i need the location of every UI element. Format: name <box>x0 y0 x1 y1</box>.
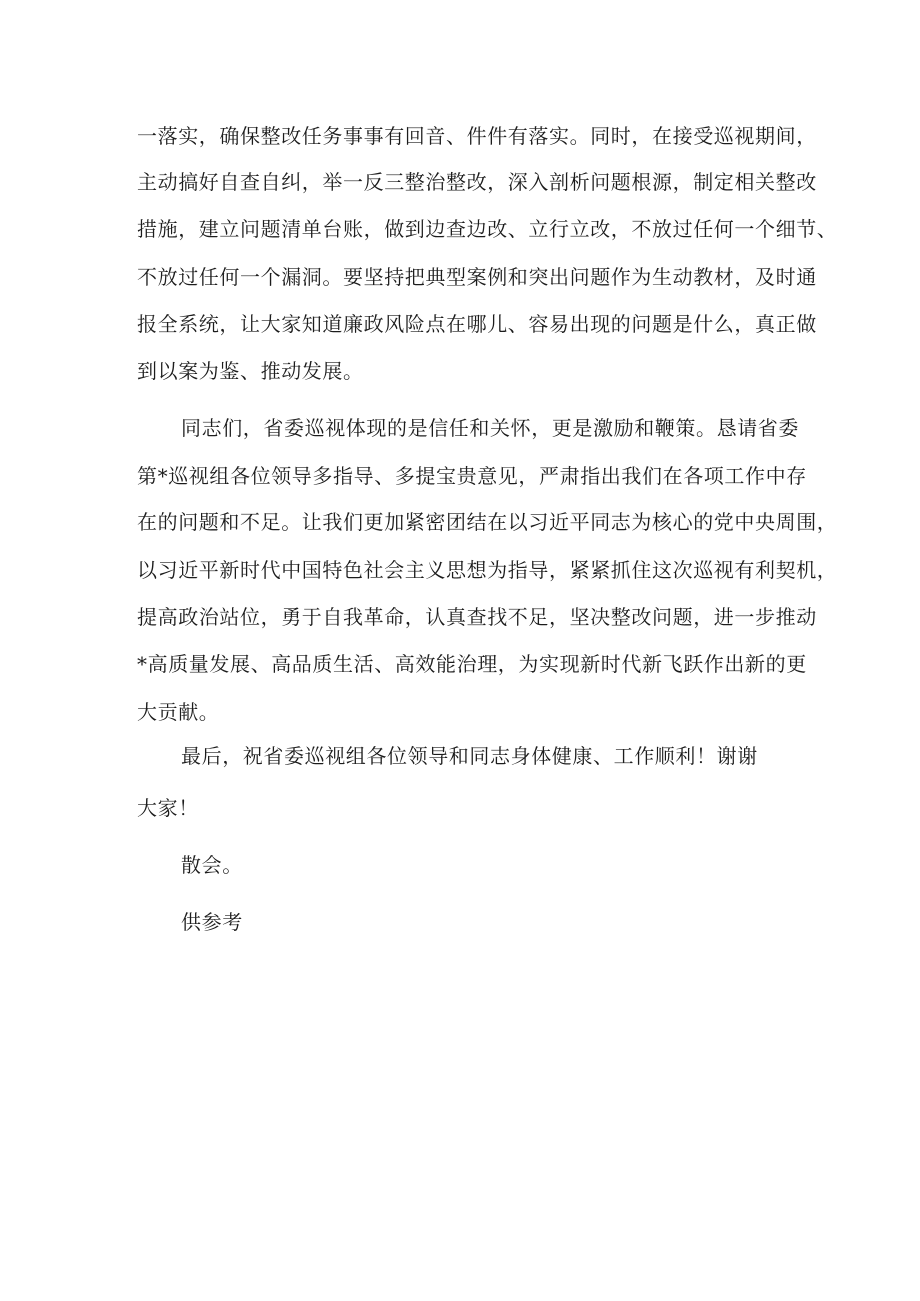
text-line: 第*巡视组各位领导多指导、多提宝贵意见，严肃指出我们在各项工作中存 <box>137 464 807 488</box>
text-line: 在的问题和不足。让我们更加紧密团结在以习近平同志为核心的党中央周围， <box>137 510 838 534</box>
text-line: 以习近平新时代中国特色社会主义思想为指导，紧紧抓住这次巡视有利契机， <box>137 558 838 582</box>
text-line: 报全系统，让大家知道廉政风险点在哪儿、容易出现的问题是什么，真正做 <box>137 312 817 336</box>
text-line: 大贡献。 <box>137 700 220 724</box>
paragraph-start-line: 最后，祝省委巡视组各位领导和同志身体健康、工作顺利！谢谢 <box>181 744 758 768</box>
text-line: 到以案为鉴、推动发展。 <box>137 359 364 383</box>
text-line: 不放过任何一个漏洞。要坚持把典型案例和突出问题作为生动教材，及时通 <box>137 265 817 289</box>
text-line: 一落实，确保整改任务事事有回音、件件有落实。同时，在接受巡视期间， <box>137 124 817 148</box>
text-line: 大家！ <box>137 796 199 820</box>
text-line: *高质量发展、高品质生活、高效能治理，为实现新时代新飞跃作出新的更 <box>137 652 807 676</box>
reference-note: 供参考 <box>181 910 243 934</box>
closing-line: 散会。 <box>181 853 243 877</box>
paragraph-start-line: 同志们，省委巡视体现的是信任和关怀，更是激励和鞭策。恳请省委 <box>181 416 799 440</box>
text-line: 措施，建立问题清单台账，做到边查边改、立行立改，不放过任何一个细节、 <box>137 217 838 241</box>
text-line: 主动搞好自查自纠，举一反三整治整改，深入剖析问题根源，制定相关整改 <box>137 170 817 194</box>
text-line: 提高政治站位，勇于自我革命，认真查找不足，坚决整改问题，进一步推动 <box>137 605 817 629</box>
